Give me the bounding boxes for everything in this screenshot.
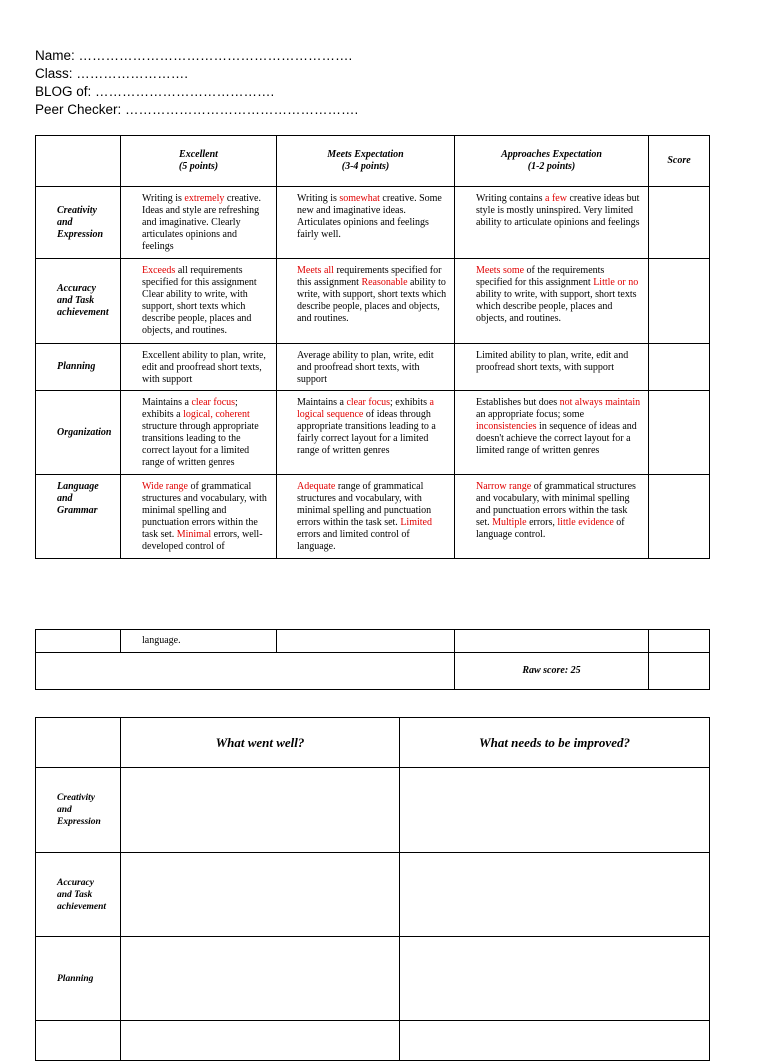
empty-cell <box>36 630 121 653</box>
col-what-needs-improvement: What needs to be improved? <box>400 718 710 768</box>
cell-text: of language control. <box>476 517 625 540</box>
highlight-text: not always maintain <box>559 397 641 408</box>
cell-text: of the requirements specified for this assignment <box>476 265 605 288</box>
highlight-text: clear focus <box>191 397 236 408</box>
rubric-cell <box>121 259 277 344</box>
cell-text: of grammatical structures and vocabulary, with minimal spelling and punctuation errors within the task set. <box>142 481 267 540</box>
corner-cell <box>36 136 121 187</box>
cell-text: Maintains a <box>142 397 192 408</box>
feedback-row-creativity <box>36 768 710 853</box>
cell-text: Excellent ability to plan, write, edit and proofread short texts, with support <box>142 350 266 385</box>
highlight-text: somewhat <box>339 193 380 204</box>
cell-text: range of grammatical structures and vocabulary, with minimal spelling and punctuation errors within the task set. <box>297 481 432 528</box>
cell-text: of ideas through appropriate transitions leading to a fairly correct layout for a limited range of written genres <box>297 409 436 456</box>
cell-text: creative. Some new and imaginative ideas. Articulates opinions and feelings fairly well. <box>297 193 442 240</box>
row-label: Accuracy and Task achievement <box>36 853 121 937</box>
class-line: Class: ……………………. <box>35 66 189 81</box>
cell-text: Writing is <box>142 193 185 204</box>
highlight-text: Reasonable <box>361 277 408 288</box>
highlight-text: Narrow range <box>476 481 532 492</box>
empty-cell <box>36 653 455 690</box>
highlight-text: Meets some <box>476 265 525 276</box>
highlight-text: clear focus <box>346 397 391 408</box>
rubric-cell <box>455 344 649 391</box>
highlight-text: Little or no <box>593 277 639 288</box>
cell-text: structure through appropriate transitions leading to the correct layout for a limited range of written genres <box>142 421 259 468</box>
blog-line: BLOG of: …………………………………. <box>35 84 275 99</box>
score-cell <box>649 475 710 559</box>
highlight-text: logical, coherent <box>183 409 250 420</box>
total-score-cell <box>649 653 710 690</box>
highlight-text: Adequate <box>297 481 336 492</box>
highlight-text: extremely <box>184 193 225 204</box>
rubric-cell <box>121 187 277 259</box>
row-label: Planning <box>36 344 121 391</box>
highlight-text: Meets all <box>297 265 334 276</box>
row-label: Language and Grammar <box>36 475 121 559</box>
cell-text: requirements specified for this assignment <box>297 265 442 288</box>
feedback-header-row <box>36 718 710 768</box>
cell-text: an appropriate focus; some <box>476 409 585 420</box>
continuation-row <box>36 630 710 653</box>
col-approaches-expectation: Approaches Expectation (1-2 points) <box>455 136 649 187</box>
row-label: Creativity and Expression <box>36 768 121 853</box>
score-cell <box>649 344 710 391</box>
rubric-header-row <box>36 136 710 187</box>
corner-cell <box>36 718 121 768</box>
raw-score-row <box>36 653 710 690</box>
rubric-cell <box>277 391 455 475</box>
empty-cell <box>277 630 455 653</box>
feedback-row-planning <box>36 937 710 1021</box>
rubric-cell <box>455 259 649 344</box>
rubric-cell <box>277 475 455 559</box>
score-cell <box>649 259 710 344</box>
highlight-text: a few <box>545 193 567 204</box>
needs-improvement-cell[interactable] <box>400 768 710 853</box>
rubric-cell <box>121 344 277 391</box>
rubric-continuation-table <box>35 629 710 690</box>
cell-text: ; exhibits a <box>142 397 238 420</box>
row-label: Creativity and Expression <box>36 187 121 259</box>
rubric-table <box>35 135 710 559</box>
feedback-row-next <box>36 1021 710 1061</box>
highlight-text: Wide range <box>142 481 188 492</box>
cell-text: of grammatical structures and vocabulary, with minimal spelling and punctuation errors within the task set. <box>476 481 636 528</box>
highlight-text: Exceeds <box>142 265 176 276</box>
feedback-row-accuracy <box>36 853 710 937</box>
went-well-cell[interactable] <box>121 853 400 937</box>
rubric-row-accuracy <box>36 259 710 344</box>
rubric-cell <box>277 259 455 344</box>
rubric-cell <box>455 391 649 475</box>
needs-improvement-cell[interactable] <box>400 853 710 937</box>
highlight-text: Limited <box>400 517 432 528</box>
highlight-text: little evidence <box>557 517 614 528</box>
cell-text: Limited ability to plan, write, edit and proofread short texts, with support <box>476 350 629 373</box>
rubric-row-planning <box>36 344 710 391</box>
raw-score: Raw score: 25 <box>455 653 649 690</box>
rubric-row-organization <box>36 391 710 475</box>
went-well-cell[interactable] <box>121 937 400 1021</box>
rubric-cell <box>121 391 277 475</box>
highlight-text: inconsistencies <box>476 421 537 432</box>
continuation-text: language. <box>121 630 277 653</box>
peer-checker-line: Peer Checker: ……………………………………………. <box>35 102 359 117</box>
cell-text: Establishes but does <box>476 397 560 408</box>
needs-improvement-cell[interactable] <box>400 1021 710 1061</box>
cell-text: all requirements specified for this assignment Clear ability to write, with support, short texts which describe people, places and objects, and routines. <box>142 265 257 336</box>
highlight-text: a logical sequence <box>297 397 434 420</box>
name-line: Name: ……………………………………………………. <box>35 48 353 63</box>
col-what-went-well: What went well? <box>121 718 400 768</box>
row-label: Accuracy and Task achievement <box>36 259 121 344</box>
cell-text: ability to write, with support, short texts which describe people, places and objects, and routines. <box>297 277 447 324</box>
col-meets-expectation: Meets Expectation (3-4 points) <box>277 136 455 187</box>
highlight-text: Minimal <box>176 529 212 540</box>
empty-cell <box>649 630 710 653</box>
rubric-cell <box>455 475 649 559</box>
row-label <box>36 1021 121 1061</box>
rubric-row-creativity <box>36 187 710 259</box>
cell-text: creative. Ideas and style are refreshing and imaginative. Clearly articulates opinions and feelings <box>142 193 261 252</box>
went-well-cell[interactable] <box>121 768 400 853</box>
cell-text: creative ideas but style is mostly uninspired. Very limited ability to articulate opinions and feelings <box>476 193 640 228</box>
score-cell <box>649 187 710 259</box>
went-well-cell[interactable] <box>121 1021 400 1061</box>
col-excellent: Excellent (5 points) <box>121 136 277 187</box>
cell-text: ability to write, with support, short texts which describe people, places and objects, and routines. <box>476 289 637 324</box>
feedback-table <box>35 717 710 1061</box>
cell-text: in sequence of ideas and doesn't achieve the correct layout for a limited range of written genres <box>476 421 637 456</box>
cell-text: Maintains a <box>297 397 347 408</box>
row-label: Planning <box>36 937 121 1021</box>
highlight-text: Multiple <box>492 517 527 528</box>
rubric-cell <box>277 187 455 259</box>
rubric-cell <box>277 344 455 391</box>
score-cell <box>649 391 710 475</box>
cell-text: Writing is <box>297 193 340 204</box>
empty-cell <box>455 630 649 653</box>
cell-text: errors and limited control of language. <box>297 529 410 552</box>
rubric-row-language <box>36 475 710 559</box>
cell-text: errors, <box>526 517 558 528</box>
rubric-cell <box>455 187 649 259</box>
cell-text: errors, well-developed control of <box>142 529 263 552</box>
needs-improvement-cell[interactable] <box>400 937 710 1021</box>
cell-text: Average ability to plan, write, edit and proofread short texts, with support <box>297 350 434 385</box>
rubric-cell <box>121 475 277 559</box>
cell-text: ; exhibits <box>390 397 430 408</box>
row-label: Organization <box>36 391 121 475</box>
col-score: Score <box>649 136 710 187</box>
cell-text: Writing contains <box>476 193 546 204</box>
